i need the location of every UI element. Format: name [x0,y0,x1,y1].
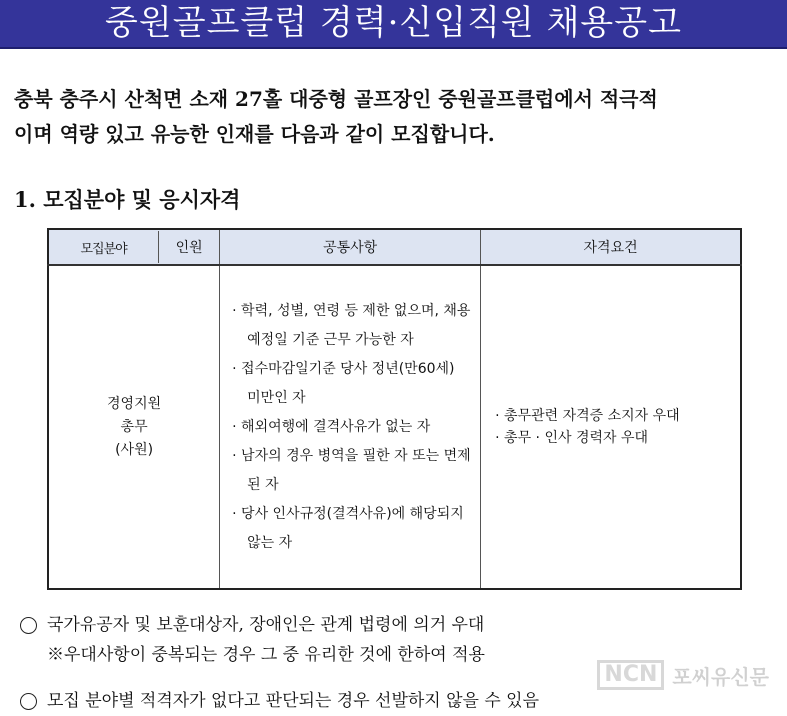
list-item: · 접수마감일기준 당사 정년(만60세) 미만인 자 [232,360,455,406]
table-row [48,265,741,589]
notes-section [20,610,620,716]
note-item [20,686,620,716]
watermark-logo: NCN [597,660,664,690]
note-text: 국가유공자 및 보훈대상자, 장애인은 관계 법령에 의거 우대 [47,615,485,635]
header-dept: 모집분야 [49,231,159,263]
watermark [597,660,769,690]
list-item: · 해외여행에 결격사유가 없는 자 [232,418,431,435]
qualification-list [491,405,730,449]
qualification-cell [481,265,741,589]
note-text: 모집 분야별 적격자가 없다고 판단되는 경우 선발하지 않을 수 있음 [47,691,540,711]
common-list [232,297,472,558]
dept-name: 경영지원 [107,395,162,412]
recruitment-table [47,228,742,590]
header-common: 공통사항 [220,229,481,265]
dept-sub: 총무 [120,418,148,435]
header-qual: 자격요건 [481,229,741,265]
intro-line: 충북 충주시 산척면 소재 27홀 대중형 골프장인 중원골프클럽에서 적극적 [14,87,658,111]
common-cell [220,265,481,589]
header-count: 인원 [175,240,203,256]
dept-level: (사원) [115,441,154,458]
note-subtext: ※우대사항이 중복되는 경우 그 중 유리한 것에 한하여 적용 [47,645,485,665]
list-item: · 남자의 경우 병역을 필한 자 또는 면제된 자 [232,447,471,493]
intro-paragraph [14,82,774,152]
list-item: · 총무 · 인사 경력자 우대 [495,430,649,446]
circle-bullet-icon [20,617,37,634]
header-dept-count [48,229,220,265]
dept-cell [48,265,220,589]
table-header-row [48,229,741,265]
circle-bullet-icon [20,693,37,710]
page-title: 중원골프클럽 경력·신입직원 채용공고 [0,0,787,49]
note-item [20,610,620,640]
intro-line: 이며 역량 있고 유능한 인재를 다음과 같이 모집합니다. [14,122,495,146]
list-item: · 총무관련 자격증 소지자 우대 [495,408,680,424]
watermark-text: 포씨유신문 [672,664,769,689]
list-item: · 당사 인사규정(결격사유)에 해당되지 않는 자 [232,505,464,551]
list-item: · 학력, 성별, 연령 등 제한 없으며, 채용예정일 기준 근무 가능한 자 [232,302,471,348]
section-heading: 1. 모집분야 및 응시자격 [14,187,241,212]
